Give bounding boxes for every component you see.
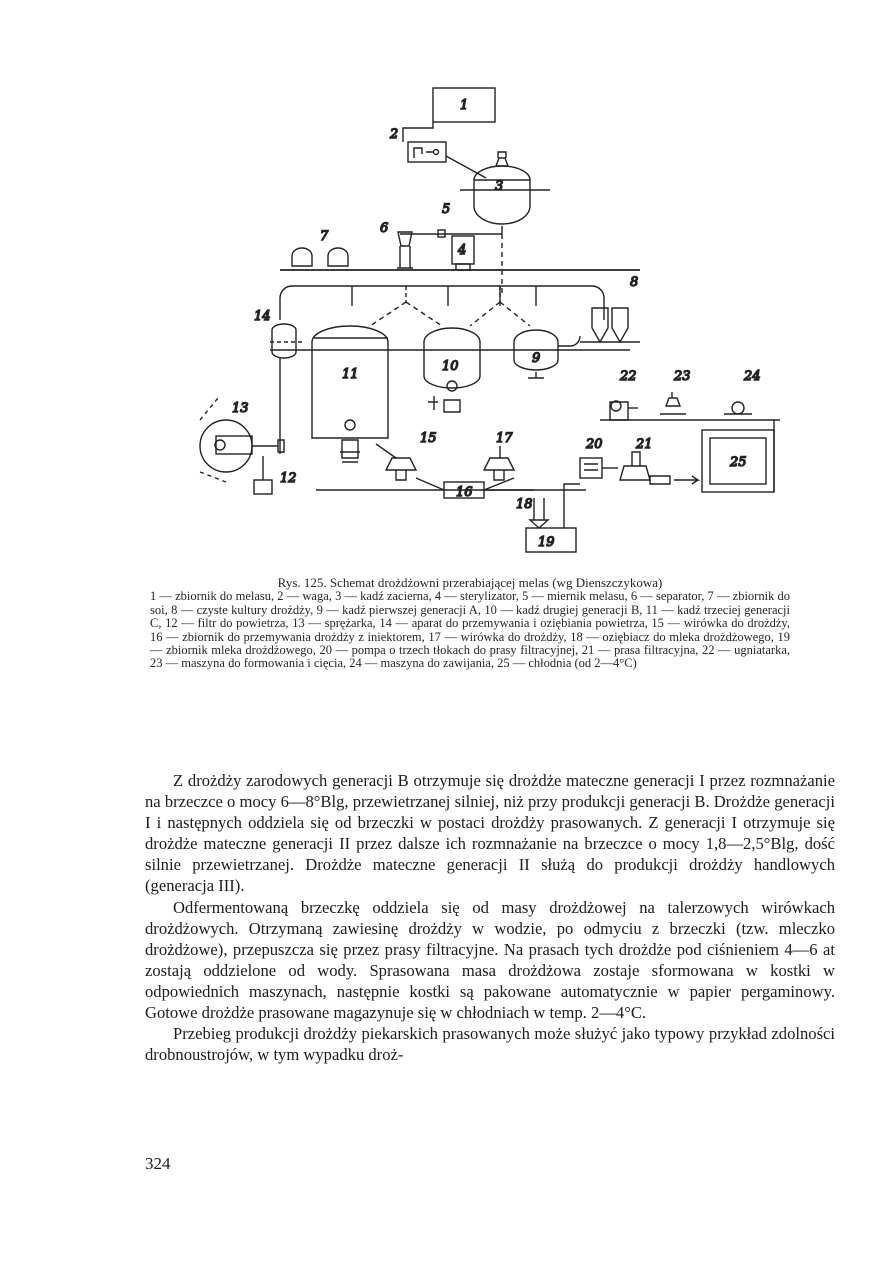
air-washer [272,324,296,358]
soy-tank-1 [292,248,312,266]
label-17: 17 [496,431,513,446]
separator [397,232,413,268]
figure-125-diagram [180,80,780,560]
label-24: 24 [744,369,761,384]
label-7: 7 [320,229,329,244]
label-16: 16 [456,485,473,500]
pure-cultures [592,308,628,342]
label-13: 13 [232,401,249,416]
three-piston-pump [580,458,602,478]
label-11: 11 [342,367,359,382]
centrifuge-17 [484,458,514,480]
paragraph-1: Z drożdży zarodowych generacji B otrzymuje się drożdże mateczne generacji I przez rozmnażanie na brzeczce o mocy 6—8°Blg, przewietrzanej silniej, niż przy produkcji generacji B. Drożdże generacji I i następnych oddziela się od brzeczki w postaci drożdży prasowanych. Z generacji I otrzymuje się drożdże mateczne generacji II przez dalsze ich rozmnażanie na brzeczce o mocy 1,8—2,5°Blg, dość silnie przewietrzanej. Drożdże mateczne generacji II służą do produkcji drożdży handlowych (generacja III). [145,771,835,896]
label-25: 25 [730,455,747,470]
label-18: 18 [516,497,533,512]
caption-legend: 1 — zbiornik do melasu, 2 — waga, 3 — kadź zacierna, 4 — sterylizator, 5 — miernik melasu, 6 — separator, 7 — zbiornik do soi, 8 — czyste kultury drożdży, 9 — kadź pierwszej generacji A, 10 — kadź drugiej generacji B, 11 — kadź trzeciej generacji C, 12 — filtr do powietrza, 13 — sprężarka, 14 — aparat do przemywania i oziębiania powietrza, 15 — wirówka do drożdży, 16 — zbiornik do przemywania drożdży z iniektorem, 17 — wirówka do drożdży, 18 — oziębiacz do mleka drożdżowego, 19 — zbiornik mleka drożdżowego, 20 — pompa o trzech tłokach do prasy filtracyjnej, 21 — prasa filtracyjna, 22 — ugniatarka, 23 — maszyna do formowania i cięcia, 24 — maszyna do zawijania, 25 — chłodnia (od 2—4°C) [150,589,790,671]
label-3: 3 [495,179,504,194]
soy-tank-2 [328,248,348,266]
label-22: 22 [620,369,637,384]
body-text [145,770,835,1065]
figure-caption [150,576,790,671]
label-8: 8 [630,275,639,290]
label-14: 14 [254,309,271,324]
label-2: 2 [390,127,399,142]
compressor [200,420,252,472]
page-number: 324 [145,1154,171,1173]
label-19: 19 [538,535,555,550]
label-4: 4 [458,243,467,258]
yeast-cooler [530,498,548,528]
caption-title: Rys. 125. Schemat drożdżowni przerabiającej melas (wg Dienszczykowa) [277,575,663,590]
label-9: 9 [532,351,541,366]
vat-10 [424,328,480,388]
label-1: 1 [460,98,469,113]
air-filter [254,480,272,494]
label-5: 5 [442,202,451,217]
label-10: 10 [442,359,459,374]
filter-press [620,452,650,480]
label-15: 15 [420,431,437,446]
label-23: 23 [674,369,691,384]
centrifuge-15 [386,458,416,480]
paragraph-2: Odfermentowaną brzeczkę oddziela się od masy drożdżowej na talerzowych wirówkach drożdżowych. Otrzymaną zawiesinę drożdży w wodzie, po odmyciu z brzeczki (tzw. mleczko drożdżowe), przepuszcza się przez prasy filtracyjne. Na prasach tych drożdże pod ciśnieniem 4—6 at zostają oddzielone od wody. Sprasowana masa drożdżowa zostaje sformowana w kostki w odpowiednich maszynach, następnie kostki są pakowane automatycznie w papier pergaminowy. Gotowe drożdże prasowane magazynuje się w chłodniach w temp. 2—4°C. [145,897,835,1023]
label-6: 6 [380,221,389,236]
label-20: 20 [586,437,603,452]
label-12: 12 [280,471,297,486]
label-21: 21 [636,437,653,452]
paragraph-3: Przebieg produkcji drożdży piekarskich prasowanych może służyć jako typowy przykład zdolności drobnoustrojów, w tym wypadku droż- [145,1024,835,1065]
vat-11 [312,326,388,438]
